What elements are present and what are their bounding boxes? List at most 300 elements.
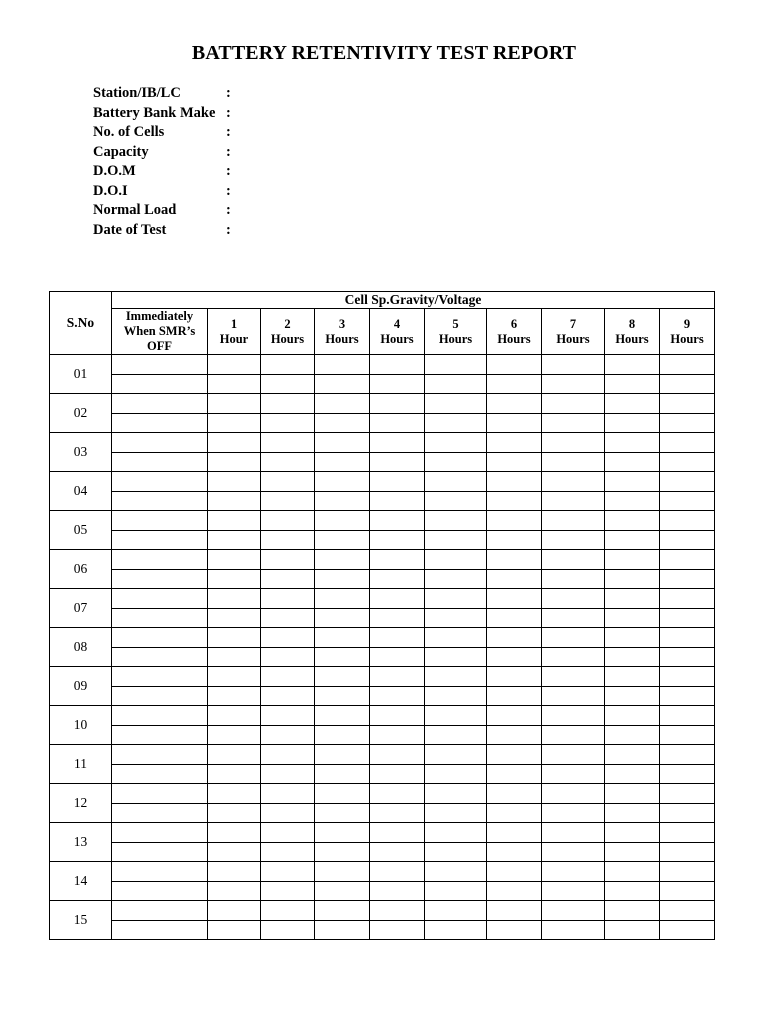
entry-cell: [261, 452, 315, 472]
entry-cell: [605, 686, 660, 706]
table-row: [50, 452, 715, 472]
entry-cell: [112, 550, 208, 570]
column-header-line: Hours: [438, 331, 473, 346]
entry-cell: [487, 803, 542, 823]
entry-cell: [315, 706, 370, 726]
entry-cell: [487, 413, 542, 433]
entry-cell: [425, 608, 487, 628]
entry-cell: [112, 667, 208, 687]
entry-cell: [487, 394, 542, 414]
entry-cell: [542, 491, 605, 511]
entry-cell: [370, 511, 425, 531]
report-fields: [93, 84, 393, 240]
entry-cell: [605, 355, 660, 375]
entry-cell: [605, 764, 660, 784]
entry-cell: [208, 374, 261, 394]
entry-cell: [208, 589, 261, 609]
entry-cell: [605, 550, 660, 570]
entry-cell: [487, 374, 542, 394]
entry-cell: [315, 901, 370, 921]
entry-cell: [660, 823, 715, 843]
entry-cell: [425, 530, 487, 550]
entry-cell: [370, 764, 425, 784]
entry-cell: [660, 901, 715, 921]
entry-cell: [487, 725, 542, 745]
entry-cell: [487, 608, 542, 628]
table-row: [50, 745, 715, 765]
entry-cell: [208, 725, 261, 745]
entry-cell: [112, 881, 208, 901]
entry-cell: [660, 667, 715, 687]
entry-cell: [370, 667, 425, 687]
entry-cell: [425, 355, 487, 375]
entry-cell: [261, 589, 315, 609]
entry-cell: [370, 374, 425, 394]
entry-cell: [208, 803, 261, 823]
entry-cell: [208, 530, 261, 550]
entry-cell: [208, 472, 261, 492]
entry-cell: [660, 745, 715, 765]
column-header-line: 2: [284, 316, 291, 331]
entry-cell: [261, 530, 315, 550]
entry-cell: [605, 901, 660, 921]
entry-cell: [261, 472, 315, 492]
entry-cell: [660, 803, 715, 823]
entry-cell: [542, 394, 605, 414]
entry-cell: [315, 842, 370, 862]
column-header-line: Hours: [270, 331, 305, 346]
entry-cell: [542, 823, 605, 843]
entry-cell: [542, 374, 605, 394]
entry-cell: [542, 764, 605, 784]
entry-cell: [261, 628, 315, 648]
entry-cell: [605, 374, 660, 394]
entry-cell: [605, 667, 660, 687]
entry-cell: [542, 706, 605, 726]
entry-cell: [660, 842, 715, 862]
entry-cell: [660, 511, 715, 531]
table-row: [50, 920, 715, 940]
entry-cell: [370, 550, 425, 570]
entry-cell: [605, 530, 660, 550]
entry-cell: [261, 433, 315, 453]
entry-cell: [112, 491, 208, 511]
entry-cell: [112, 374, 208, 394]
entry-cell: [370, 745, 425, 765]
entry-cell: [112, 511, 208, 531]
entry-cell: [487, 647, 542, 667]
entry-cell: [605, 472, 660, 492]
field-row: [93, 201, 393, 221]
entry-cell: [660, 764, 715, 784]
entry-cell: [660, 706, 715, 726]
entry-cell: [425, 920, 487, 940]
entry-cell: [112, 355, 208, 375]
entry-cell: [487, 842, 542, 862]
field-label: Normal Load: [93, 202, 177, 218]
entry-cell: [261, 608, 315, 628]
entry-cell: [660, 394, 715, 414]
column-header: [208, 309, 261, 355]
field-label: D.O.M: [93, 163, 136, 179]
entry-cell: [370, 472, 425, 492]
field-label: Capacity: [93, 143, 149, 160]
serial-number-cell: 02: [50, 394, 112, 433]
serial-number-cell: 10: [50, 706, 112, 745]
entry-cell: [425, 901, 487, 921]
entry-cell: [542, 589, 605, 609]
serial-number-cell: 13: [50, 823, 112, 862]
entry-cell: [605, 862, 660, 882]
entry-cell: [112, 920, 208, 940]
entry-cell: [605, 823, 660, 843]
entry-cell: [315, 784, 370, 804]
entry-cell: [605, 725, 660, 745]
entry-cell: [605, 589, 660, 609]
column-header: [487, 309, 542, 355]
field-row: [93, 84, 393, 104]
entry-cell: [315, 725, 370, 745]
entry-cell: [315, 394, 370, 414]
entry-cell: [605, 413, 660, 433]
entry-cell: [370, 433, 425, 453]
entry-cell: [315, 803, 370, 823]
entry-cell: [208, 452, 261, 472]
entry-cell: [487, 862, 542, 882]
field-colon: :: [226, 163, 231, 179]
column-header-line: When SMR’s: [123, 324, 196, 338]
entry-cell: [208, 628, 261, 648]
entry-cell: [261, 511, 315, 531]
entry-cell: [112, 433, 208, 453]
entry-cell: [605, 394, 660, 414]
entry-cell: [542, 647, 605, 667]
entry-cell: [370, 589, 425, 609]
entry-cell: [208, 823, 261, 843]
entry-cell: [315, 862, 370, 882]
entry-cell: [112, 413, 208, 433]
table-row: [50, 823, 715, 843]
entry-cell: [112, 647, 208, 667]
entry-cell: [261, 803, 315, 823]
entry-cell: [112, 628, 208, 648]
entry-cell: [605, 706, 660, 726]
entry-cell: [370, 784, 425, 804]
entry-cell: [112, 589, 208, 609]
entry-cell: [487, 491, 542, 511]
table-body: [50, 355, 715, 940]
table-row: [50, 803, 715, 823]
entry-cell: [425, 706, 487, 726]
entry-cell: [315, 355, 370, 375]
entry-cell: [487, 452, 542, 472]
entry-cell: [315, 530, 370, 550]
entry-cell: [425, 686, 487, 706]
entry-cell: [487, 511, 542, 531]
entry-cell: [542, 725, 605, 745]
entry-cell: [487, 628, 542, 648]
entry-cell: [112, 394, 208, 414]
field-row: [93, 123, 393, 143]
entry-cell: [315, 452, 370, 472]
table-row: [50, 706, 715, 726]
entry-cell: [315, 823, 370, 843]
entry-cell: [487, 472, 542, 492]
entry-cell: [542, 452, 605, 472]
entry-cell: [542, 686, 605, 706]
entry-cell: [660, 472, 715, 492]
field-label: Station/IB/LC: [93, 85, 181, 101]
entry-cell: [315, 433, 370, 453]
entry-cell: [112, 569, 208, 589]
table-row: [50, 511, 715, 531]
column-header: [605, 309, 660, 355]
entry-cell: [315, 569, 370, 589]
entry-cell: [208, 901, 261, 921]
table-row: [50, 667, 715, 687]
entry-cell: [542, 608, 605, 628]
table-row: [50, 589, 715, 609]
column-header-line: 1: [230, 316, 238, 331]
entry-cell: [112, 862, 208, 882]
column-header: [112, 309, 208, 355]
entry-cell: [660, 725, 715, 745]
column-header-line: Hours: [325, 331, 359, 346]
entry-cell: [605, 881, 660, 901]
entry-cell: [261, 374, 315, 394]
entry-cell: [315, 686, 370, 706]
entry-cell: [425, 647, 487, 667]
entry-cell: [605, 433, 660, 453]
entry-cell: [208, 394, 261, 414]
entry-cell: [425, 374, 487, 394]
table-row: [50, 394, 715, 414]
entry-cell: [542, 803, 605, 823]
entry-cell: [542, 472, 605, 492]
table-row: [50, 628, 715, 648]
entry-cell: [487, 355, 542, 375]
entry-cell: [208, 491, 261, 511]
entry-cell: [370, 491, 425, 511]
entry-cell: [425, 764, 487, 784]
entry-cell: [112, 745, 208, 765]
table-row: [50, 413, 715, 433]
entry-cell: [660, 589, 715, 609]
field-colon: :: [226, 202, 231, 218]
field-colon: :: [226, 85, 231, 101]
entry-cell: [660, 550, 715, 570]
entry-cell: [370, 901, 425, 921]
serial-number-cell: 11: [50, 745, 112, 784]
serial-number-cell: 07: [50, 589, 112, 628]
entry-cell: [487, 686, 542, 706]
entry-cell: [261, 784, 315, 804]
entry-cell: [261, 881, 315, 901]
entry-cell: [487, 901, 542, 921]
entry-cell: [370, 413, 425, 433]
field-colon: :: [226, 143, 231, 160]
entry-cell: [370, 686, 425, 706]
entry-cell: [425, 511, 487, 531]
entry-cell: [261, 725, 315, 745]
table-row: [50, 530, 715, 550]
entry-cell: [605, 628, 660, 648]
entry-cell: [208, 920, 261, 940]
entry-cell: [425, 667, 487, 687]
entry-cell: [208, 842, 261, 862]
entry-cell: [542, 628, 605, 648]
entry-cell: [261, 901, 315, 921]
entry-cell: [542, 569, 605, 589]
entry-cell: [425, 803, 487, 823]
entry-cell: [660, 433, 715, 453]
table-row: [50, 550, 715, 570]
entry-cell: [112, 472, 208, 492]
entry-cell: [425, 394, 487, 414]
entry-cell: [425, 823, 487, 843]
field-row: [93, 143, 393, 163]
entry-cell: [261, 355, 315, 375]
entry-cell: [261, 764, 315, 784]
entry-cell: [112, 608, 208, 628]
entry-cell: [208, 569, 261, 589]
entry-cell: [660, 686, 715, 706]
entry-cell: [261, 745, 315, 765]
entry-cell: [261, 550, 315, 570]
column-header-line: Hours: [556, 331, 590, 346]
field-colon: :: [226, 221, 231, 238]
entry-cell: [605, 647, 660, 667]
column-header-line: OFF: [147, 339, 172, 353]
entry-cell: [370, 569, 425, 589]
entry-cell: [208, 667, 261, 687]
entry-cell: [315, 881, 370, 901]
entry-cell: [425, 569, 487, 589]
entry-cell: [487, 764, 542, 784]
column-header-line: 5: [452, 316, 459, 331]
entry-cell: [660, 355, 715, 375]
entry-cell: [605, 745, 660, 765]
entry-cell: [660, 920, 715, 940]
serial-number-cell: 09: [50, 667, 112, 706]
entry-cell: [112, 901, 208, 921]
entry-cell: [660, 452, 715, 472]
entry-cell: [208, 881, 261, 901]
serial-number-cell: 01: [50, 355, 112, 394]
entry-cell: [112, 452, 208, 472]
serial-number-cell: 15: [50, 901, 112, 940]
entry-cell: [487, 784, 542, 804]
column-header: [370, 309, 425, 355]
entry-cell: [112, 784, 208, 804]
table-row: [50, 686, 715, 706]
entry-cell: [425, 491, 487, 511]
entry-cell: [542, 355, 605, 375]
entry-cell: [605, 491, 660, 511]
column-header: [660, 309, 715, 355]
table-row: [50, 862, 715, 882]
entry-cell: [370, 394, 425, 414]
entry-cell: [315, 589, 370, 609]
entry-cell: [208, 706, 261, 726]
field-row: [93, 221, 393, 241]
entry-cell: [425, 472, 487, 492]
entry-cell: [542, 550, 605, 570]
entry-cell: [370, 823, 425, 843]
entry-cell: [425, 628, 487, 648]
entry-cell: [315, 764, 370, 784]
entry-cell: [487, 920, 542, 940]
table-row: [50, 647, 715, 667]
entry-cell: [208, 550, 261, 570]
entry-cell: [370, 725, 425, 745]
field-label: No. of Cells: [93, 124, 165, 140]
entry-cell: [112, 686, 208, 706]
entry-cell: [605, 452, 660, 472]
entry-cell: [261, 491, 315, 511]
entry-cell: [425, 413, 487, 433]
entry-cell: [487, 589, 542, 609]
entry-cell: [261, 862, 315, 882]
serial-number-cell: 05: [50, 511, 112, 550]
entry-cell: [315, 472, 370, 492]
entry-cell: [425, 725, 487, 745]
serial-number-cell: 08: [50, 628, 112, 667]
entry-cell: [208, 511, 261, 531]
entry-cell: [660, 491, 715, 511]
entry-cell: [542, 511, 605, 531]
entry-cell: [370, 608, 425, 628]
table-row: [50, 355, 715, 375]
entry-cell: [315, 647, 370, 667]
entry-cell: [542, 745, 605, 765]
entry-cell: [261, 647, 315, 667]
column-header-line: Hours: [380, 331, 414, 346]
entry-cell: [425, 433, 487, 453]
entry-cell: [370, 355, 425, 375]
serial-number-cell: 04: [50, 472, 112, 511]
entry-cell: [425, 452, 487, 472]
entry-cell: [542, 862, 605, 882]
column-header-line: 8: [628, 316, 636, 331]
serial-number-cell: 14: [50, 862, 112, 901]
entry-cell: [315, 550, 370, 570]
entry-cell: [208, 355, 261, 375]
entry-cell: [261, 920, 315, 940]
entry-cell: [112, 706, 208, 726]
table-row: [50, 491, 715, 511]
entry-cell: [660, 628, 715, 648]
field-label: Date of Test: [93, 221, 167, 238]
table-row: [50, 472, 715, 492]
entry-cell: [208, 433, 261, 453]
entry-cell: [605, 784, 660, 804]
entry-cell: [261, 394, 315, 414]
entry-cell: [487, 706, 542, 726]
column-header: [542, 309, 605, 355]
column-header-line: Hours: [670, 331, 704, 346]
entry-cell: [605, 920, 660, 940]
table-row: [50, 764, 715, 784]
entry-cell: [261, 823, 315, 843]
entry-cell: [425, 784, 487, 804]
entry-cell: [487, 530, 542, 550]
entry-cell: [660, 784, 715, 804]
serial-number-cell: 12: [50, 784, 112, 823]
field-colon: :: [226, 124, 231, 140]
column-header-line: Immediately: [125, 309, 194, 323]
entry-cell: [370, 842, 425, 862]
